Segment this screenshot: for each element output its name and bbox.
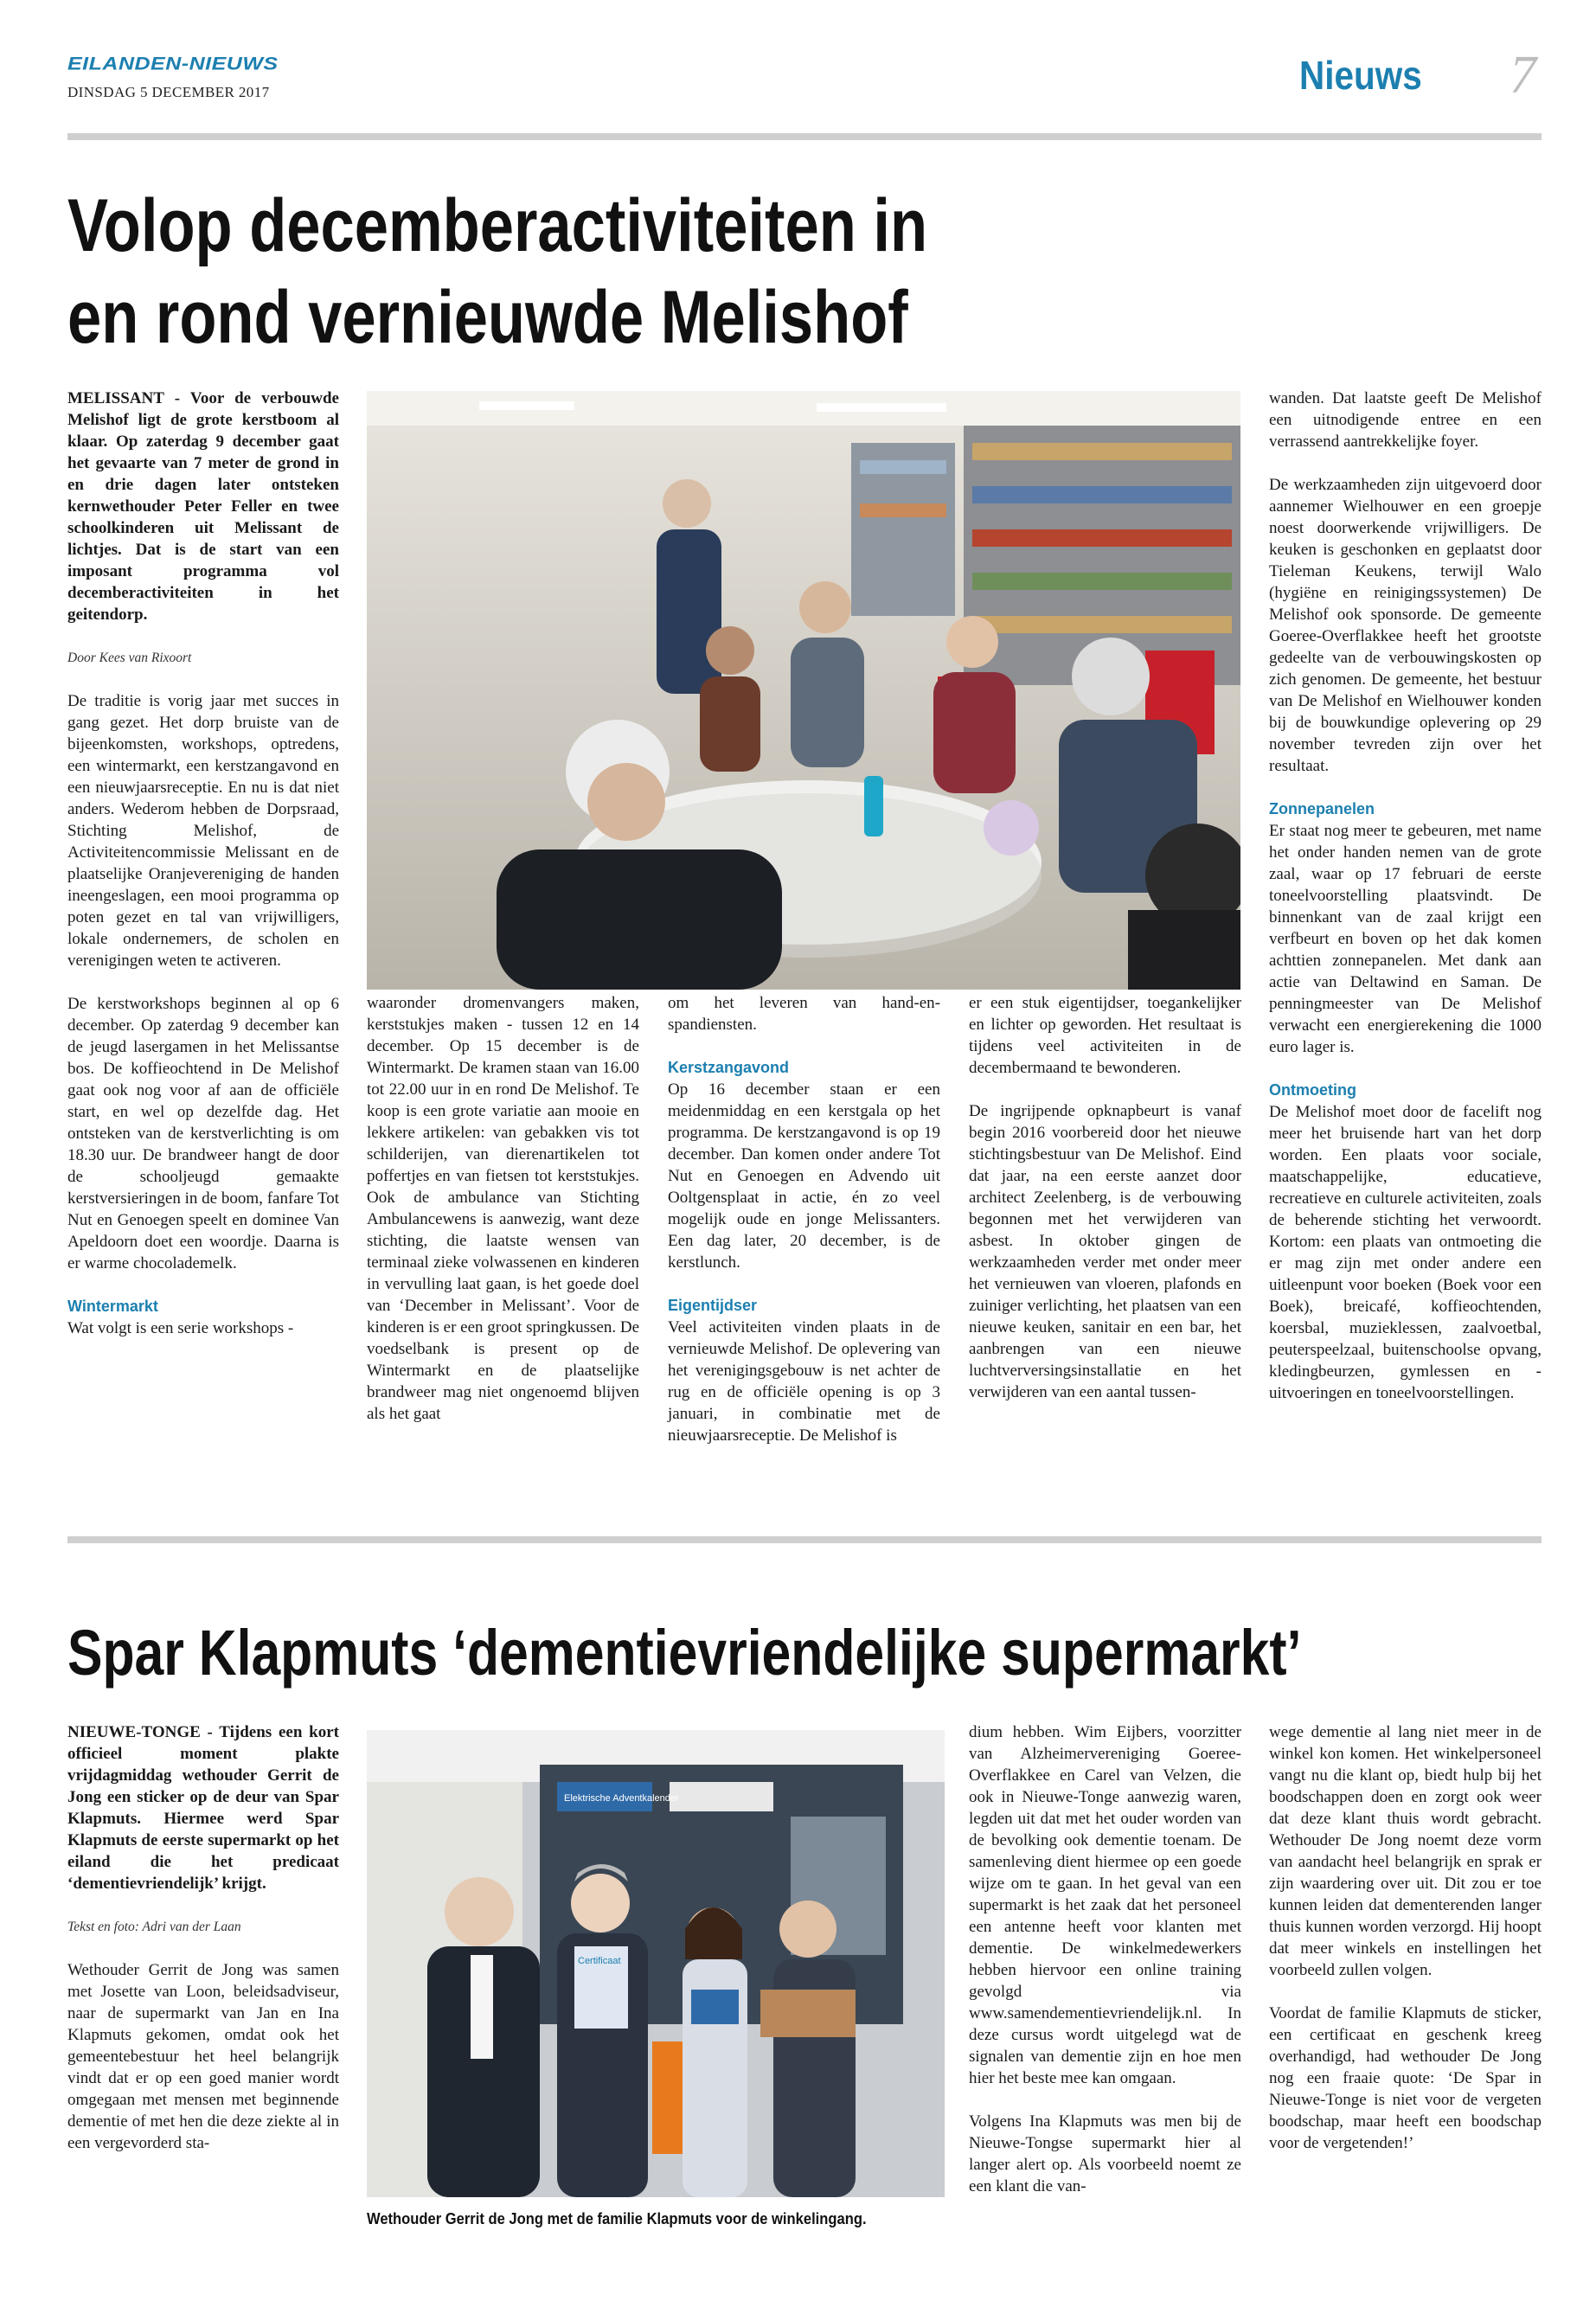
article1-lead: MELISSANT - Voor de verbouwde Melishof ligt de grote kerstboom al klaar. Op zaterdag 9 december gaat het gevaarte van 7 meter de grond in en drie dagen later ontsteken kernwethouder Peter Feller en twee schoolkinderen uit Melissant de lichtjes. Dat is de start van een imposant programma vol decemberactiviteiten in het geitendorp. (67, 389, 339, 624)
article1-headline-line1: Volop decemberactiviteiten in (67, 184, 928, 267)
article1-paragraph: De ingrijpende opknapbeurt is vanaf begin 2016 voorbereid door het nieuwe stichtingsbestuur van De Melishof. Eind dat jaar, na een eerste aanzet door architect Zeelenberg, is de verbouwing begonnen met het verwijderen van asbest. In oktober gingen de werkzaamheden verder met onder meer het vernieuwen van vloeren, plafonds en zuiniger verlichting, het plaatsen van een nieuwe keuken, sanitair en een bar, het aanbrengen van een nieuwe luchtverversingsinstallatie en het verwijderen van een aantal tussen- (969, 1102, 1241, 1401)
article1-column-5 (1269, 388, 1542, 1404)
article2-column-1 (67, 1721, 339, 2154)
article2-paragraph: wege dementie al lang niet meer in de winkel kon komen. Het winkelpersoneel vangt nu die klant op, biedt hulp bij het boodschappen doen en zorgt ook weer dat deze klant thuis wordt gebracht. Wethouder De Jong noemt deze vorm van aandacht heel belangrijk en sprak er zijn waardering over uit. Dit zou er toe kunnen leiden dat dementerenden langer thuis kunnen worden verzorgd. Hij hoopt dat meer winkels en instellingen het voorbeeld zullen volgen. (1269, 1723, 1542, 1979)
article1-paragraph: Wat volgt is een serie workshops - (67, 1319, 294, 1337)
article2-byline: Tekst en foto: Adri van der Laan (67, 1920, 241, 1934)
article2-photo (367, 1730, 945, 2197)
article1-column-1 (67, 388, 339, 1339)
article1-subheading-kerstzangavond: Kerstzangavond (668, 1059, 790, 1076)
article1-paragraph: Er staat nog meer te gebeuren, met name het onder handen nemen van de grote zaal, waar op 17 februari de eerste toneelvoorstelling plaatsvindt. De binnenkant van de zaal krijgt een verfbeurt en boven op het dak komen achttien zonnepanelen. Met dank aan actie van Deltawind en Saman. De penningmeester van De Melishof verwacht een energierekening die 1000 euro lager is. (1269, 822, 1542, 1056)
article1-subheading-zonnepanelen: Zonnepanelen (1269, 800, 1375, 817)
article1-paragraph: wanden. Dat laatste geeft De Melishof een uitnodigende entree en een verrassend aantrekkelijke foyer. (1269, 389, 1542, 451)
article1-subheading-wintermarkt: Wintermarkt (67, 1298, 158, 1315)
article2-photo-illustration (367, 1730, 945, 2197)
page-number: 7 (1509, 46, 1536, 105)
article1-column-3 (668, 992, 940, 1446)
article1-paragraph: er een stuk eigentijdser, toegankelijker en lichter op geworden. Het resultaat is tijdens veel activiteiten in de decembermaand te bewonderen. (969, 994, 1241, 1077)
article-divider (67, 1536, 1542, 1543)
article1-paragraph: Veel activiteiten vinden plaats in de vernieuwde Melishof. De oplevering van het verenigingsgebouw is net achter de rug en de officiële opening is op 3 januari, in combinatie met de nieuwjaarsreceptie. De Melishof is (668, 1318, 940, 1445)
article1-column-4 (969, 992, 1241, 1403)
article2-column-3 (1269, 1721, 1542, 2154)
article1-column-2 (367, 992, 639, 1425)
article2-paragraph: Wethouder Gerrit de Jong was samen met Josette van Loon, beleidsadviseur, naar de supermarkt van Jan en Ina Klapmuts gekomen, omdat ook het gemeentebestuur het heel belangrijk vindt dat er op een goed manier wordt omgegaan met mensen met beginnende dementie of met hen die deze ziekte al in een vergevorderd sta- (67, 1961, 339, 2152)
article1-photo (367, 391, 1240, 990)
header-divider (67, 133, 1542, 140)
certificate-label: Certificaat (578, 1956, 621, 1966)
article1-headline-line2: en rond vernieuwde Melishof (67, 276, 908, 359)
article1-paragraph: De Melishof moet door de facelift nog meer het bruisende hart van het dorp worden. Een plaats voor sociale, maatschappelijke, educatieve, recreatieve en culturele activiteiten, zoals de beherende stichting het verwoordt. Kortom: een plaats van ontmoeting die er mag zijn met onder andere een uitleenpunt voor boeken (Boek voor een Boek), breicafé, koffieochtenden, koersbal, muzieklessen, zaalvoetbal, peuterspeelzaal, buitenschoolse opvang, kledingbeurzen, gymlessen en -uitvoeringen en toneelvoorstellingen. (1269, 1103, 1542, 1402)
article1-paragraph: om het leveren van hand-en-spandiensten. (668, 994, 940, 1034)
article1-paragraph: De kerstworkshops beginnen al op 6 december. Op zaterdag 9 december kan de jeugd lasergamen in het Melissantse bos. De koffieochtend in De Melishof gaat ook nog voor af aan de officiële start, en wel op dezelfde dag. Het ontsteken van de kerstverlichting is om 18.30 uur. De brandweer hangt de door de schooljeugd gemaakte kerstversieringen in de boom, fanfare Tot Nut en Genoegen speelt en dominee Van Apeldoorn doet een woordje. Daarna is er warme chocolademelk. (67, 995, 339, 1272)
section-title: Nieuws (1299, 53, 1422, 98)
article2-lead: NIEUWE-TONGE - Tijdens een kort officieel moment plakte vrijdagmiddag wethouder Gerrit de Jong een sticker op de deur van Spar Klapmuts. Hiermee werd Spar Klapmuts de eerste supermarkt op het eiland die het predicaat ‘dementievriendelijk’ krijgt. (67, 1723, 339, 1893)
article2-paragraph: dium hebben. Wim Eijbers, voorzitter van Alzheimervereniging Goeree-Overflakkee en Carel van Velzen, die ook in Nieuwe-Tonge aanwezig waren, legden uit dat met het ouder worden van de bevolking ook dementie toenam. De samenleving dient hiermee op een goede wijze om te gaan. In het geval van een supermarkt is het zaak dat het personeel een antenne heeft voor klanten met dementie. De winkelmedewerkers hebben hiervoor een online training gevolgd via www.samendementievriendelijk.nl. In deze cursus wordt uitgelegd wat de signalen van dementie zijn en hoe men hier het beste mee kan omgaan. (969, 1723, 1241, 2087)
store-sign-text: Elektrische Adventkalender (564, 1793, 679, 1804)
masthead-logo: EILANDEN-NIEUWS (67, 54, 279, 74)
publication-date: DINSDAG 5 DECEMBER 2017 (67, 84, 270, 100)
article1-paragraph: Op 16 december staan er een meidenmiddag en een kerstgala op het programma. De kerstzangavond is op 19 december. Dan komen onder andere Tot Nut en Genoegen en Advendo uit Ooltgensplaat in actie, én zo veel mogelijk oude en jonge Melissanters. Een dag later, 20 december, is de kerstlunch. (668, 1080, 940, 1272)
article2-paragraph: Volgens Ina Klapmuts was men bij de Nieuwe-Tongse supermarkt hier al langer alert op. Als voorbeeld noemt ze een klant die van- (969, 2112, 1241, 2195)
article1-photo-illustration (367, 391, 1240, 990)
article1-paragraph: De werkzaamheden zijn uitgevoerd door aannemer Wielhouwer en een groepje noest doorwerkende vrijwilligers. De keuken is geschonken en geplaatst door Tieleman Keukens, terwijl Walo (hygiëne en reinigingssystemen) De Melishof ook sponsorde. De gemeente Goeree-Overflakkee heeft het grootste gedeelte van de verbouwingskosten op zich genomen. De gemeente, het bestuur van De Melishof en Wielhouwer konden bij de bouwkundige oplevering op 29 november tevreden zijn over het resultaat. (1269, 476, 1542, 775)
article1-paragraph: waaronder dromenvangers maken, kerststukjes maken - tussen 12 en 14 december. Op 15 december is de Wintermarkt. De kramen staan van 16.00 tot 22.00 uur in en rond De Melishof. Te koop is een grote variatie aan mooie en lekkere artikelen: van gebakken vis tot schilderijen, van dierenartikelen tot poffertjes en van fietsen tot kerststukjes. Ook de ambulance van Stichting Ambulancewens is aanwezig, want deze stichting, die laatste wensen van terminaal zieke volwassenen en kinderen in vervulling laat gaan, is het goede doel van ‘December in Melissant’. Voor de kinderen is er een groot springkussen. De voedselbank is present op de Wintermarkt en de plaatselijke brandweer mag niet ongenoemd blijven als het gaat (367, 994, 640, 1423)
article2-photo-caption: Wethouder Gerrit de Jong met de familie Klapmuts voor de winkelingang. (367, 2210, 867, 2227)
article1-subheading-eigentijdser: Eigentijdser (668, 1297, 758, 1314)
article2-column-2 (969, 1721, 1241, 2197)
article1-subheading-ontmoeting: Ontmoeting (1269, 1081, 1356, 1099)
article2-headline: Spar Klapmuts ‘dementievriendelijke supermarkt’ (67, 1617, 1302, 1689)
article2-paragraph: Voordat de familie Klapmuts de sticker, een certificaat en geschenk kreeg overhandigd, had wethouder De Jong nog een fraaie quote: ‘De Spar in Nieuwe-Tonge is niet voor de vergeten boodschap, maar heeft een boodschap voor de vergetenden!’ (1269, 2004, 1542, 2152)
article1-byline: Door Kees van Rixoort (67, 651, 192, 665)
article1-paragraph: De traditie is vorig jaar met succes in gang gezet. Het dorp bruiste van de bijeenkomsten, workshops, optredens, een wintermarkt, een kerstzangavond en een nieuwjaarsreceptie. En nu is dat niet anders. Wederom hebben de Dorpsraad, Stichting Melishof, de Activiteitencommissie Melissant en de plaatselijke Oranjevereniging de handen ineengeslagen, een mooi programma op poten gezet en tal van vrijwilligers, lokale ondernemers, de scholen en verenigingen weten te activeren. (67, 692, 339, 970)
